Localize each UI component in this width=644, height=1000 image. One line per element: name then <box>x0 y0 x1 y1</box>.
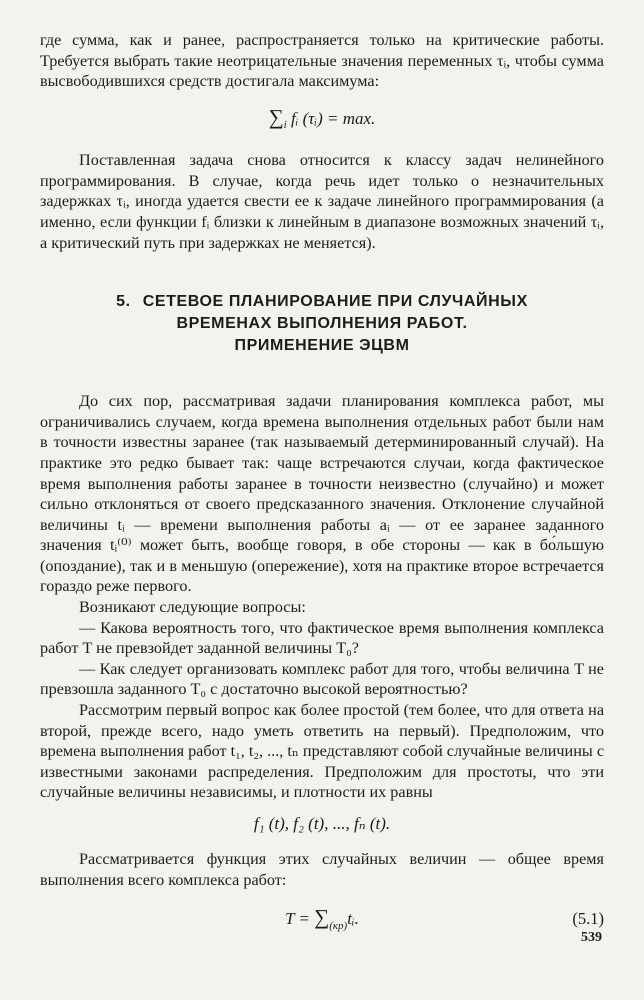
formula-max <box>40 106 604 136</box>
paragraph-deterministic: До сих пор, рассматривая задачи планирования комплекса работ, мы ограничивались случаем, когда времена выполнения отдельных работ были нам в точности известны заранее (так называемый детерминированный случай). На практике это редко бывает так: чаще встречаются случаи, когда фактическое время выполнения работы заранее в точности неизвестно (случайно) и может сильно отклоняться от своего предсказанного значения. Отклонение случайной величины tᵢ — времени выполнения работы aᵢ — от ее заранее заданного значения tᵢ⁽⁰⁾ может быть, вообще говоря, в обе стороны — как в бо́льшую (опоздание), так и в меньшую (опережение), хотя на практике второе встречается гораздо реже первого. <box>40 392 604 596</box>
sum-sign: ∑ <box>268 104 284 129</box>
paragraph-function: Рассматривается функция этих случайных величин — общее время выполнения всего комплекса работ: <box>40 850 604 889</box>
sum-sign-total: ∑ <box>314 905 330 930</box>
formula-total-time <box>40 906 604 946</box>
paragraph-first-question: Рассмотрим первый вопрос как более простой (тем более, что для ответа на второй, прежде всего, надо уметь ответить на первый). Предположим, что времена выполнения работ t₁, t₂, ..., tₙ представляют собой случайные величины с известными законами распределения. Предположим для простоты, что эти случайные величины независимы, и плотности их равны <box>40 701 604 802</box>
section-number: 5. <box>116 293 131 311</box>
formula-densities: f₁ (t), f₂ (t), ..., fₙ (t). <box>253 814 391 834</box>
formula-total-lhs: T = <box>285 909 315 929</box>
paragraph-questions: Возникают следующие вопросы: <box>79 598 306 617</box>
section-title-line-2: ВРЕМЕНАХ ВЫПОЛНЕНИЯ РАБОТ. <box>176 315 468 333</box>
equation-number: (5.1) <box>572 909 604 929</box>
section-heading <box>40 291 604 357</box>
paragraph-nonlinear: Поставленная задача снова относится к классу задач нелинейного программирования. В случае, когда речь идет только о незначительных задержках τᵢ, иногда удается свести ее к задаче линейного программирования (а именно, если функции fᵢ близки к линейным в диапазоне возможных значений τᵢ, а критический путь при задержках не меняется). <box>40 151 604 252</box>
question-1: — Какова вероятность того, что фактическое время выполнения комплекса работ T не превзойдет заданной величины T₀? <box>40 618 604 658</box>
section-title-line-3: ПРИМЕНЕНИЕ ЭЦВМ <box>234 337 410 355</box>
sum-index: i <box>283 119 287 132</box>
section-title-line-1: СЕТЕВОЕ ПЛАНИРОВАНИЕ ПРИ СЛУЧАЙНЫХ <box>142 293 528 311</box>
paragraph-intro: где сумма, как и ранее, распространяется только на критические работы. Требуется выбрать такие неотрицательные значения переменных τᵢ, чтобы сумма высвободившихся средств достигала максимума: <box>40 31 604 91</box>
page-number: 539 <box>581 930 602 945</box>
formula-total-rhs: tᵢ. <box>347 909 359 929</box>
sum-index-critical: (кр) <box>329 919 348 932</box>
question-2: — Как следует организовать комплекс работ для того, чтобы величина T не превзошла заданного T₀ с достаточно высокой вероятностью? <box>40 659 604 699</box>
formula-max-body: fᵢ (τᵢ) = max. <box>290 108 376 128</box>
